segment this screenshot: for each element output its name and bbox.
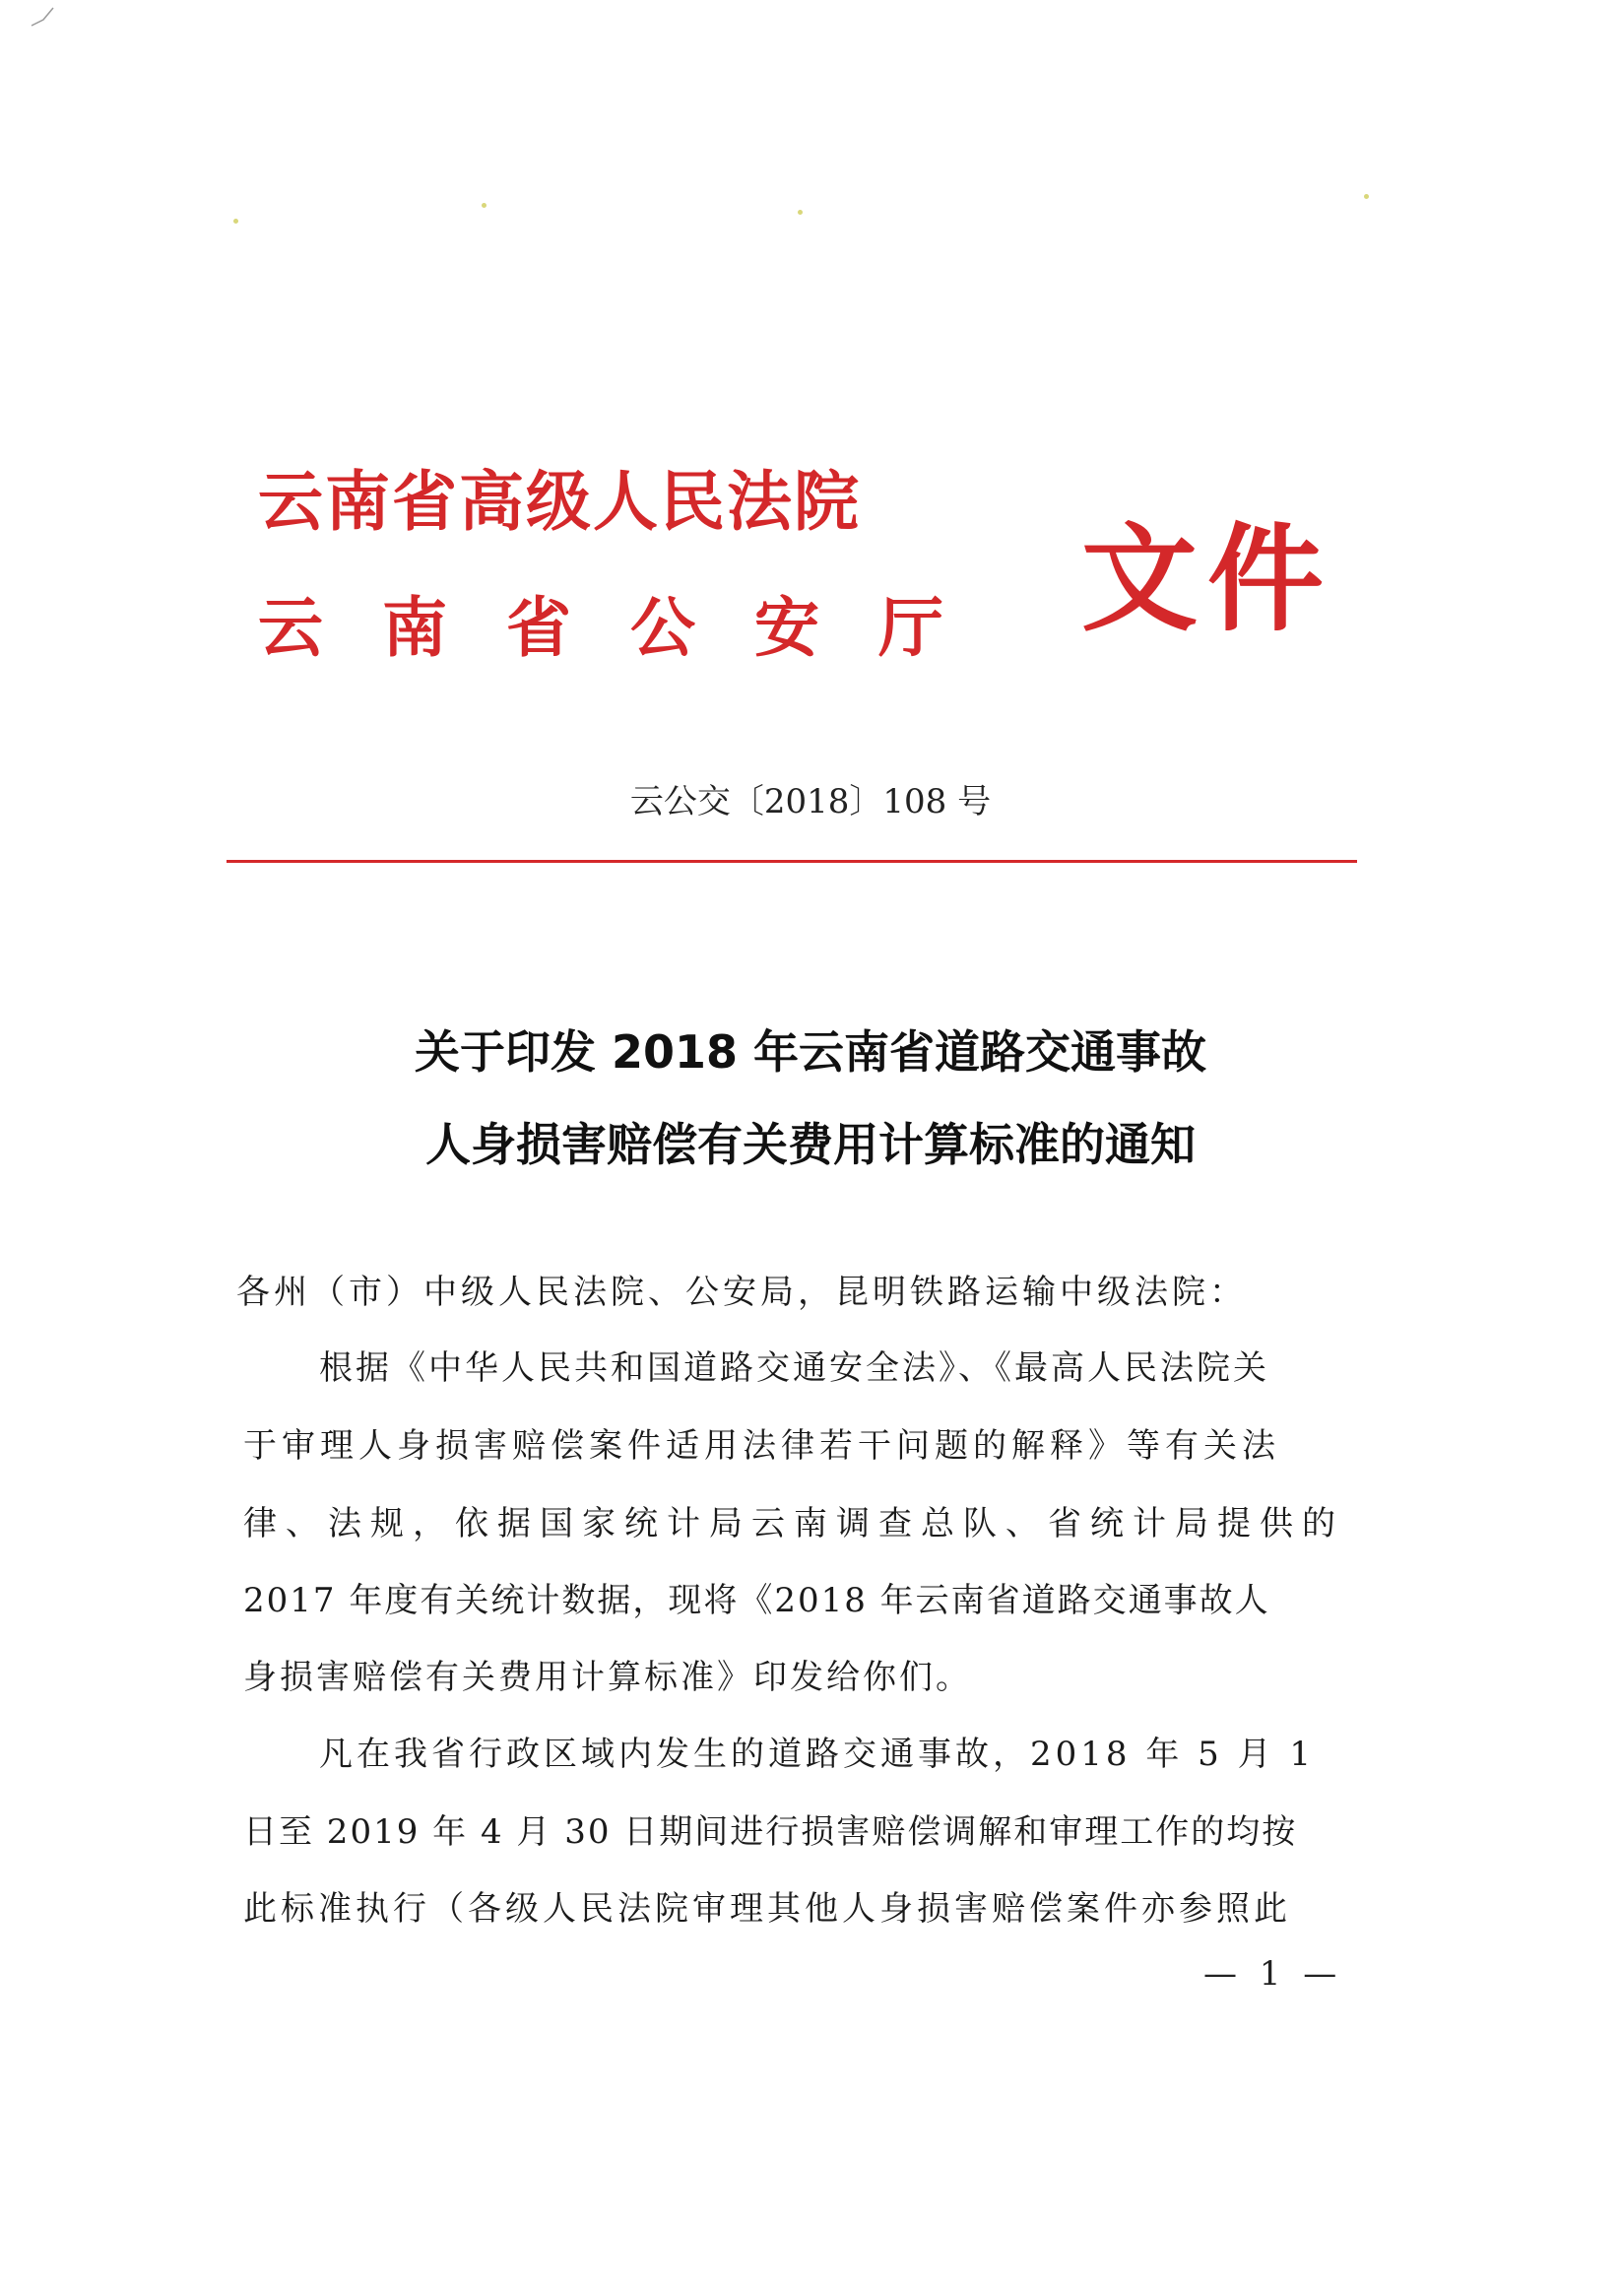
paragraph-line: 于审理人身损害赔偿案件适用法律若干问题的解释》等有关法 (243, 1426, 1280, 1466)
paragraph-line: 日至 2019 年 4 月 30 日期间进行损害赔偿调解和审理工作的均按 (243, 1812, 1298, 1852)
paragraph-line: 2017 年度有关统计数据，现将《2018 年云南省道路交通事故人 (243, 1581, 1270, 1620)
page-number: — 1 — (1203, 1954, 1343, 1994)
paragraph-line: 凡在我省行政区域内发生的道路交通事故，2018 年 5 月 1 (319, 1735, 1316, 1774)
issuer-police: 云南省公安厅 (258, 590, 1003, 666)
red-divider (227, 860, 1357, 863)
paragraph-line: 根据《中华人民共和国道路交通安全法》、《最高人民法院关 (319, 1348, 1269, 1388)
addressee: 各州（市）中级人民法院、公安局，昆明铁路运输中级法院： (236, 1273, 1247, 1312)
document-type-label: 文件 (1081, 511, 1334, 647)
scan-corner-mark (30, 6, 55, 30)
scan-speck (482, 203, 486, 208)
scan-speck (233, 219, 238, 224)
notice-title-line-2: 人身损害赔偿有关费用计算标准的通知 (425, 1118, 1196, 1171)
paragraph-line: 律、法规，依据国家统计局云南调查总队、省统计局提供的 (243, 1504, 1344, 1543)
paragraph-line: 身损害赔偿有关费用计算标准》印发给你们。 (243, 1658, 972, 1697)
document-number: 云公交〔2018〕108 号 (629, 782, 992, 821)
paragraph-line: 此标准执行（各级人民法院审理其他人身损害赔偿案件亦参照此 (243, 1889, 1291, 1929)
issuer-court: 云南省高级人民法院 (258, 464, 861, 540)
scan-speck (798, 210, 803, 215)
scan-speck (1364, 194, 1369, 199)
notice-title-line-1: 关于印发 2018 年云南省道路交通事故 (414, 1025, 1207, 1079)
